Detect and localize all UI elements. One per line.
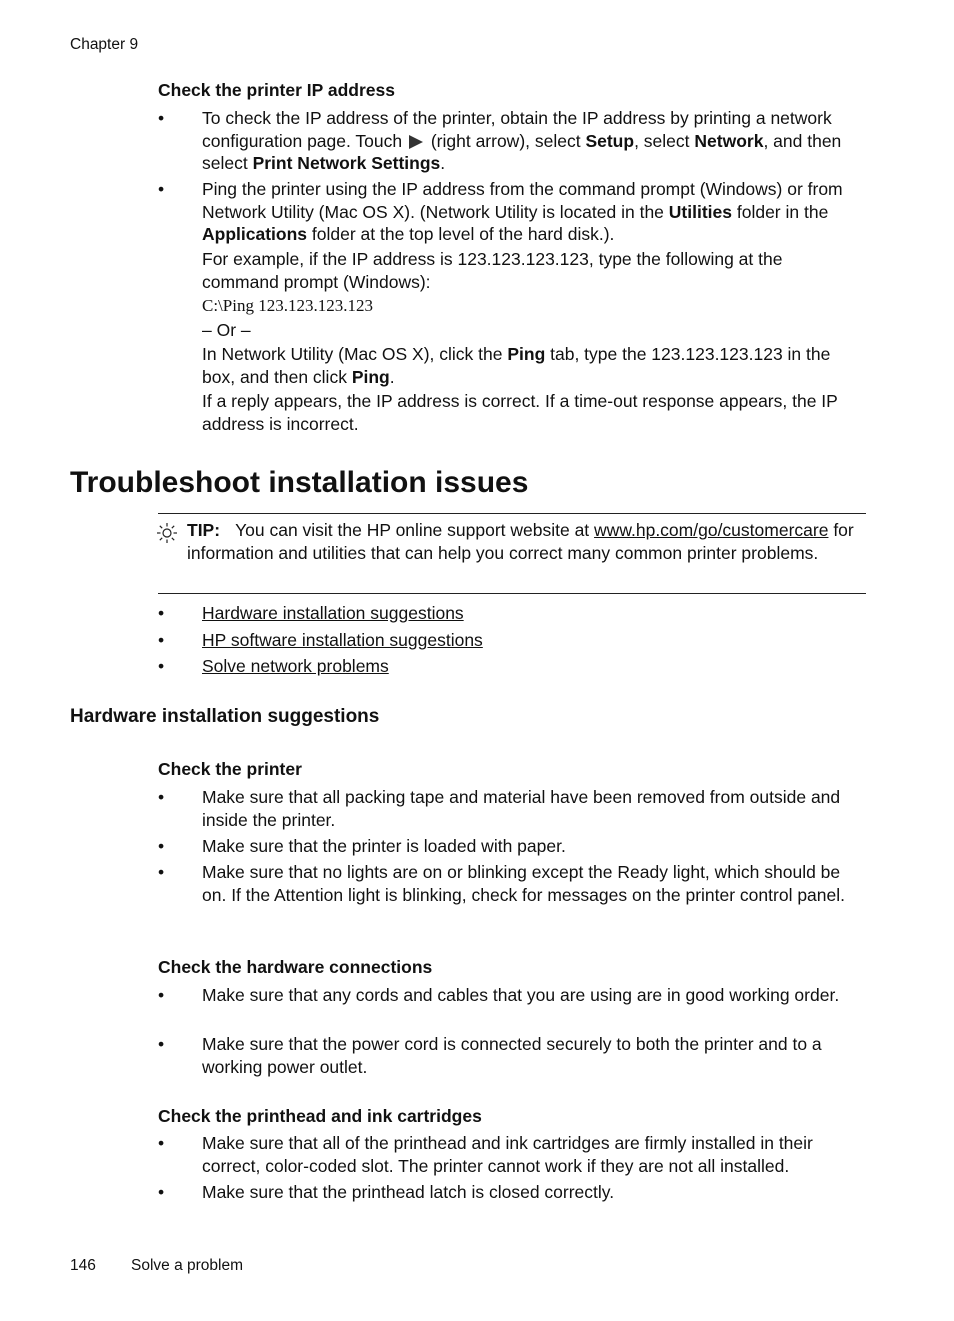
bullet: •: [158, 108, 165, 128]
tip-top-rule: [158, 513, 866, 514]
list-item: • Make sure that the printhead latch is closed correctly.: [158, 1182, 615, 1202]
list-item: [158, 602, 868, 625]
subheading-check-connections: Check the hardware connections: [158, 957, 433, 977]
bullet: •: [158, 862, 165, 882]
bullet: •: [158, 603, 165, 623]
right-arrow-icon: [409, 135, 423, 149]
list-item-text: Ping the printer using the IP address from the command prompt (Windows) or from Network Utility (Mac OS X). (Network Utility is located in the Utilities folder in the Applications folder at the top level of the hard disk.).: [202, 179, 843, 244]
or-separator: – Or –: [202, 320, 251, 340]
bullet: •: [158, 1182, 165, 1202]
list-item: • Make sure that all of the printhead and ink cartridges are firmly installed in their correct, color-coded slot. The printer cannot work if they are not all installed.: [158, 1133, 813, 1176]
list-item: [158, 178, 868, 246]
bullet: •: [158, 985, 165, 1005]
list-item: • Make sure that any cords and cables that you are using are in good working order.: [158, 985, 840, 1005]
chapter-header: Chapter 9: [70, 36, 139, 53]
lightbulb-icon: [156, 522, 178, 544]
bullet: •: [158, 787, 165, 807]
command-example: C:\Ping 123.123.123.123: [202, 296, 373, 315]
list-item: • Make sure that the printer is loaded with paper.: [158, 836, 566, 856]
mac-paragraph: In Network Utility (Mac OS X), click the Ping tab, type the 123.123.123.123 in the box, and then click Ping.: [202, 344, 831, 387]
subheading-check-printer: Check the printer: [158, 759, 302, 779]
bullet: •: [158, 1133, 165, 1153]
bullet: •: [158, 1034, 165, 1054]
example-paragraph: For example, if the IP address is 123.123.123.123, type the following at the command prompt (Windows):: [202, 249, 783, 292]
bullet: •: [158, 656, 165, 676]
software-suggestions-link[interactable]: HP software installation suggestions: [202, 630, 483, 650]
section-heading-ip: Check the printer IP address: [158, 80, 395, 100]
section-title-hardware: Hardware installation suggestions: [70, 706, 380, 727]
tip-bottom-rule: [158, 593, 866, 594]
network-problems-link[interactable]: Solve network problems: [202, 656, 389, 676]
list-item: • Make sure that the power cord is connected securely to both the printer and to a working power outlet.: [158, 1034, 822, 1077]
list-item: [158, 107, 868, 175]
tip-label: TIP:: [187, 520, 221, 540]
hardware-suggestions-link[interactable]: Hardware installation suggestions: [202, 603, 464, 623]
bullet: •: [158, 179, 165, 199]
list-item: • Make sure that no lights are on or blinking except the Ready light, which should be on. If the Attention light is blinking, check for messages on the printer control panel.: [158, 862, 846, 905]
list-item-text: To check the IP address of the printer, obtain the IP address by printing a network configuration page. Touch (right arrow), select Setup, select Network, and then select Print Network Settings.: [202, 108, 842, 173]
bullet: •: [158, 630, 165, 650]
list-item: [158, 655, 868, 678]
page-number: 146: [70, 1257, 96, 1274]
page-title: Troubleshoot installation issues: [70, 466, 529, 499]
list-item: • Make sure that all packing tape and material have been removed from outside and inside the printer.: [158, 787, 841, 830]
customercare-link[interactable]: www.hp.com/go/customercare: [594, 520, 829, 540]
list-item: [158, 629, 868, 652]
subheading-check-printhead: Check the printhead and ink cartridges: [158, 1106, 482, 1126]
reply-paragraph: If a reply appears, the IP address is correct. If a time-out response appears, the IP address is incorrect.: [202, 391, 838, 434]
footer-section: Solve a problem: [131, 1257, 244, 1274]
tip-text: TIP: You can visit the HP online support website at www.hp.com/go/customercare for information and utilities that can help you correct many common printer problems.: [187, 520, 854, 563]
bullet: •: [158, 836, 165, 856]
